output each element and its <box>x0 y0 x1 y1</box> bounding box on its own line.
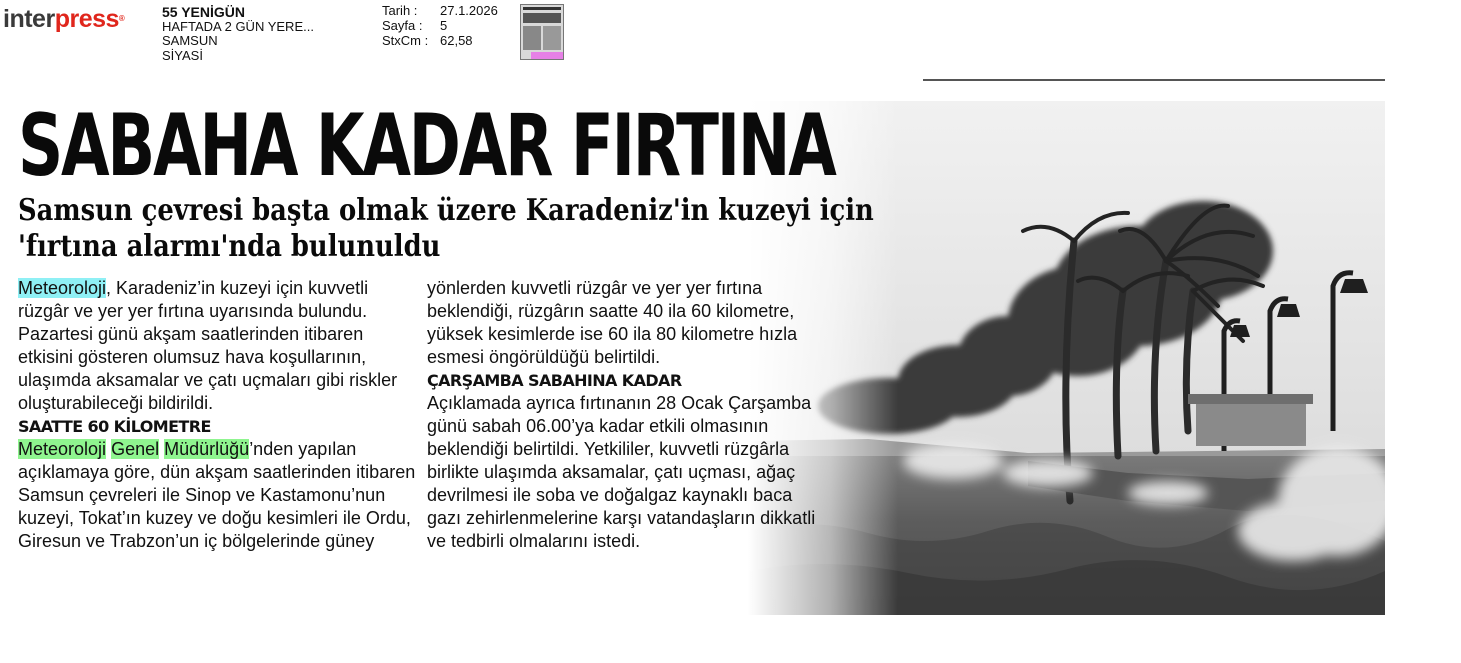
meta-label: Sayfa : <box>382 18 423 33</box>
clipping-meta <box>382 3 498 48</box>
publication-category: SİYASİ <box>162 47 203 63</box>
headline: SABAHA KADAR FIRTINA <box>18 96 835 196</box>
meta-label: Tarih : <box>382 3 418 18</box>
meta-value: 5 <box>440 18 448 33</box>
section-subtitle: ÇARŞAMBA SABAHINA KADAR <box>427 371 682 390</box>
paragraph: yönlerden kuvvetli rüzgâr ve yer yer fırtına beklendiği, rüzgârın saatte 40 ila 60 kilometre, yüksek kesimlerde ise 60 ila 80 kilometre hızla esmesi öngörüldüğü belirtildi. <box>427 278 798 367</box>
highlighted-term: Meteoroloji <box>18 439 107 459</box>
publication-city: SAMSUN <box>162 33 218 48</box>
interpress-logo <box>3 4 124 34</box>
logo-registered-mark: ® <box>118 14 125 23</box>
paragraph <box>18 277 418 415</box>
meta-label: StxCm : <box>382 33 429 48</box>
highlighted-term: Genel <box>111 439 160 459</box>
meta-value: 27.1.2026 <box>440 3 498 18</box>
paragraph-text: ’nden yapılan açıklamaya göre, dün akşam saatlerinden itibaren Samsun çevreleri ile Sinop ve Kastamonu’nun kuzeyi, Tokat’ın kuzey ve doğu kesimleri ile Ordu, Giresun ve Trabzon’un iç bölgelerinde güney <box>18 439 416 551</box>
logo-inter: inter <box>3 5 55 33</box>
meta-value: 62,58 <box>440 33 473 48</box>
top-divider <box>923 79 1385 81</box>
page-thumbnail[interactable] <box>520 4 564 60</box>
publication-name: 55 YENİGÜN <box>162 4 245 20</box>
subheadline: Samsun çevresi başta olmak üzere Karadeniz'in kuzeyi için 'fırtına alarmı'nda bulunuldu <box>18 193 874 264</box>
paragraph: Açıklamada ayrıca fırtınanın 28 Ocak Çarşamba günü sabah 06.00’ya kadar etkili olmasının beklendiği belirtildi. Yetkililer, kuvvetli rüzgârla birlikte ulaşımda aksamalar, çatı uçması, ağaç devrilmesi ile soba ve doğalgaz kaynaklı baca gazı zehirlenmelerine karşı vatandaşların dikkatli ve tedbirli olmalarını istedi. <box>427 393 816 551</box>
logo-press: press <box>54 5 119 33</box>
paragraph <box>18 438 418 553</box>
article-column-1 <box>18 277 418 553</box>
meta-row-stxcm <box>382 33 498 48</box>
storm-photo <box>748 101 1385 615</box>
publication-frequency: HAFTADA 2 GÜN YERE... <box>162 18 314 34</box>
section-subtitle: SAATTE 60 KİLOMETRE <box>18 417 211 436</box>
meta-row-page <box>382 18 498 33</box>
highlighted-term: Meteoroloji <box>18 278 107 298</box>
article-column-2 <box>427 277 827 553</box>
highlighted-term: Müdürlüğü <box>164 439 250 459</box>
meta-row-date <box>382 3 498 18</box>
publication-info <box>162 5 314 63</box>
paragraph-text: , Karadeniz’in kuzeyi için kuvvetli rüzgâr ve yer yer fırtına uyarısında bulundu. Pazartesi günü akşam saatlerinden itibaren etkisini gösteren olumsuz hava koşullarının, ulaşımda aksamalar ve çatı uçmaları gibi riskler oluşturabileceği bildirildi. <box>18 278 398 413</box>
